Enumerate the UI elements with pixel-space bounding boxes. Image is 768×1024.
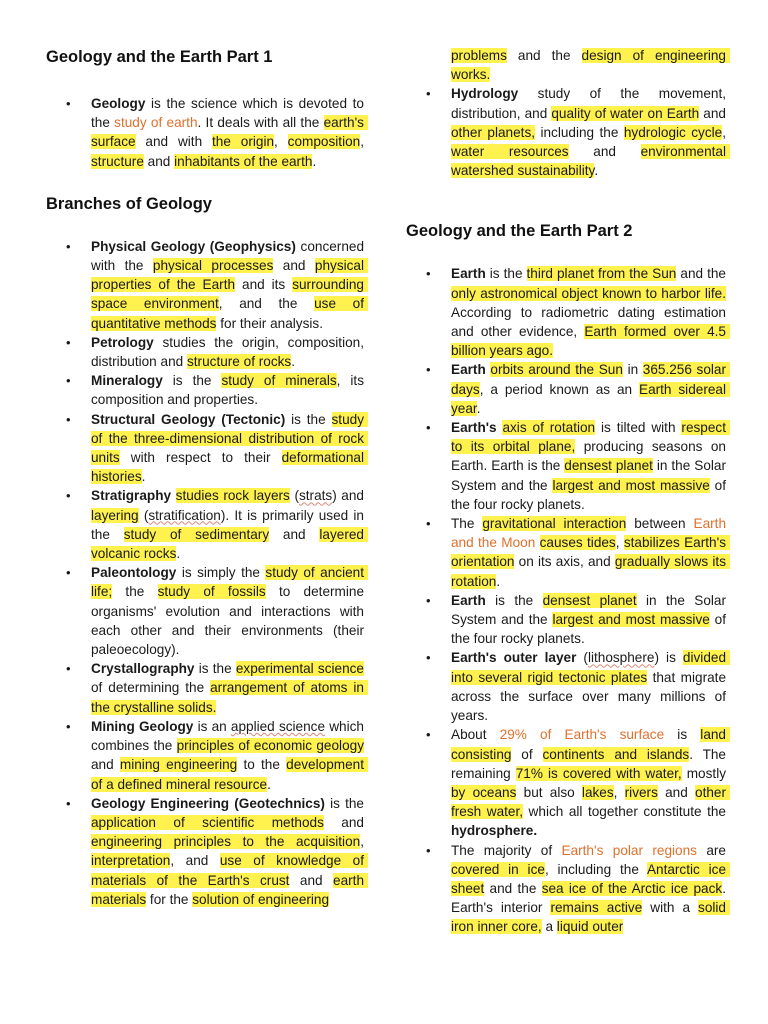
text-span: strats [298,488,333,504]
text-span: is the [485,266,527,282]
left-column [46,46,368,909]
highlighted-text: experimental science [235,661,364,677]
text-span: on its axis, and [514,554,615,570]
highlighted-text: Earth formed over 4.5 billion years ago. [451,324,730,359]
highlighted-text: study of fossils [157,584,266,600]
text-span: , and the [218,296,315,312]
text-span: but also [516,784,582,800]
highlighted-text: study of ancient life; [91,565,368,600]
text-span: ) and [332,488,368,504]
text-span: to determine organisms' evolution and interactions with each other and their environments (their paleoecology). [91,584,368,658]
highlighted-text: largest and most massive [552,477,710,493]
text-span: in the Solar System and the [451,458,730,493]
text-span: applied science [230,718,326,734]
text-span: in the Solar System and the [451,592,730,628]
text-span: study of the movement, distribution, and [451,86,730,121]
text-span: mostly [681,765,730,781]
text-span: to the [237,757,287,773]
text-span: is the [485,592,543,608]
text-span: is the [324,795,368,811]
list-item [46,486,368,563]
bold-term: Structural Geology (Tectonic) [91,411,286,427]
text-span: and [323,814,368,830]
highlighted-text: quality of water on Earth [551,105,700,121]
text-span: . [267,776,271,792]
intro-list [46,94,368,171]
highlighted-text: covered in ice [451,861,545,877]
text-span: and the [506,48,582,63]
right-column [406,46,730,937]
highlighted-text: inhabitants of the earth [174,153,313,169]
highlighted-text: densest planet [542,592,637,608]
text-span: . The remaining [451,746,730,781]
text-span: ( [289,488,299,504]
highlighted-text: gravitational interaction [482,516,627,532]
text-span: a [541,919,557,935]
highlighted-text: sea ice of the Arctic ice pack [541,880,723,896]
text-span: and [269,526,320,542]
highlighted-text: studies rock layers [175,488,290,504]
highlighted-text: mining engineering [119,757,238,773]
highlighted-text: land consisting [451,727,730,762]
highlighted-text: 365.256 solar days [451,362,730,397]
text-span: , its composition and properties. [91,373,368,408]
highlighted-text: by oceans [451,784,517,800]
bold-term: Mineralogy [91,373,163,389]
highlighted-text: axis of rotation [502,420,596,436]
text-span: . [291,354,296,370]
text-span: and [289,872,334,888]
text-span: . It deals with all the [197,115,324,131]
text-span: . [476,400,481,416]
highlighted-text: interpretation [91,853,171,869]
highlighted-text: study of sedimentary [123,526,270,542]
list-item [46,333,368,371]
text-span: 29% of Earth's surface [499,727,665,743]
text-span: About [451,727,500,743]
section-title-part2: Geology and the Earth Part 2 [406,222,633,241]
branches-list [46,237,368,909]
text-span: . [312,153,317,169]
text-span: and [568,144,641,160]
text-span: including the [535,124,624,140]
earth-facts-list [406,264,730,936]
text-span: of [511,746,543,762]
bold-term: Mining Geology [91,718,194,734]
text-span: and [699,105,730,121]
highlighted-text: Antarctic ice sheet [451,861,730,896]
list-item [46,410,368,487]
highlighted-text: study of the three-dimensional distribution of rock units [91,411,368,466]
text-span: for the [146,891,193,907]
text-span: , [360,134,368,150]
highlighted-text: application of scientific methods [91,814,324,830]
highlighted-text: 71% is covered with water, [515,765,682,781]
bold-term: Earth [451,266,486,282]
text-span: , [615,535,624,551]
bold-term: Petrology [91,334,154,350]
text-span: The [451,516,483,532]
text-span: . [594,163,599,179]
highlighted-text: rivers [624,784,658,800]
text-span: concerned with the [91,238,368,274]
highlighted-text: third planet from the Sun [526,266,677,282]
highlighted-text: liquid outer [556,919,624,935]
bold-term: Physical Geology (Geophysics) [91,238,296,254]
text-span: for their analysis. [216,315,323,331]
highlighted-text: continents and islands [542,746,690,762]
text-span: is simply the [176,565,266,581]
text-span: , [274,134,288,150]
text-span: is the science which is devoted to the [91,96,368,131]
highlighted-text: Earth sidereal year [451,381,730,416]
highlighted-text: respect to its orbital plane, [451,420,730,455]
list-item [406,418,730,514]
text-span: with a [642,900,699,916]
text-span: is the [285,411,332,427]
text-span: Earth and the Moon [451,516,730,551]
text-span: with respect to their [119,450,282,466]
list-item [406,514,730,591]
text-span: and the [676,266,730,282]
highlighted-text: use of knowledge of materials of the Earth's crust [91,853,368,888]
highlighted-text: earth's surface [91,115,368,150]
bold-term: Earth [451,592,486,608]
text-span: in [622,362,643,378]
bold-term: Geology [91,96,146,111]
highlighted-text: structure of rocks [186,354,292,370]
bold-term: Earth [451,362,486,378]
text-span: of the four rocky planets. [451,477,730,512]
list-item [406,841,730,937]
text-span: that migrate across the surface over many millions of years. [451,669,730,724]
text-span: is an [193,718,231,734]
highlighted-text: only astronomical object known to harbor life. [451,285,726,301]
bold-term: hydrosphere. [451,823,538,839]
text-span: ( [576,650,588,666]
list-item [406,648,730,725]
text-span: . [496,573,501,589]
text-span: , [360,834,368,850]
list-item-continuation [406,46,730,84]
branches-continued-list [406,46,730,180]
highlighted-text: solid iron inner core, [451,900,730,935]
highlighted-text: physical processes [152,258,274,274]
text-span: The majority of [451,842,562,858]
text-span: , [722,124,730,140]
highlighted-text: densest planet [564,458,653,474]
highlighted-text: layered volcanic rocks [91,526,368,562]
text-span: ) is [654,650,683,666]
text-span: study of earth [114,115,198,131]
highlighted-text: arrangement of atoms in the crystalline solids. [91,680,368,715]
list-item [46,563,368,659]
list-item [406,591,730,649]
highlighted-text: other fresh water, [451,784,730,820]
text-span: , and [170,853,220,869]
highlighted-text: structure [91,153,144,169]
text-span: and [273,258,315,274]
list-item [46,794,368,909]
bold-term: Stratigraphy [91,488,172,504]
text-span: and [657,784,696,800]
highlighted-text: surrounding space environment [91,277,368,312]
highlighted-text: divided into several rigid tectonic plates [451,650,730,685]
highlighted-text: study of minerals [221,373,337,389]
list-item [406,84,730,180]
text-span: is [664,727,701,743]
highlighted-text: the origin [212,134,275,150]
bold-term: Earth's outer layer [451,650,577,666]
text-span: is tilted with [595,420,682,436]
text-span [535,535,539,550]
highlighted-text: layering [91,507,139,523]
highlighted-text: lakes [581,784,614,800]
bold-term: Earth's [451,420,497,436]
text-span: . [141,469,146,485]
text-span: According to radiometric dating estimation and other evidence, [451,285,730,340]
text-span: the [112,584,158,600]
text-span: between [626,516,694,532]
text-span: ( [138,507,149,523]
highlighted-text: earth materials [91,872,368,907]
highlighted-text: development of a defined mineral resource [91,757,368,792]
text-span: . Earth's interior [451,880,730,916]
bold-term: Geology Engineering (Geotechnics) [91,795,325,811]
highlighted-text: stabilizes Earth's orientation [451,535,730,570]
list-item [46,717,368,794]
text-span: stratification [148,507,221,523]
text-span: Earth's polar regions [561,842,697,858]
highlighted-text: orbits around the Sun [490,362,623,378]
text-span: studies the origin, composition, distribution and [91,334,368,370]
highlighted-text: remains active [550,900,643,916]
list-item [406,264,730,360]
highlighted-text: hydrologic cycle [623,124,723,140]
list-item [46,371,368,409]
section-title-part1: Geology and the Earth Part 1 [46,48,273,66]
highlighted-text: water resources [451,144,569,160]
highlighted-text: other planets, [451,124,536,140]
text-span: ). It is primarily used in the [91,507,368,542]
text-span: are [696,842,730,858]
list-item [406,725,730,840]
bold-term: Crystallography [91,661,195,677]
highlighted-text: design of engineering works. [451,48,730,83]
list-item [46,659,368,717]
list-item [46,94,368,171]
text-span: which all together constitute the [523,804,730,820]
highlighted-text: deformational histories [91,450,368,485]
bold-term: Hydrology [451,86,519,102]
text-span: producing seasons on Earth. Earth is the [451,439,730,474]
text-span: , a period known as an [479,381,639,397]
highlighted-text: composition [287,134,361,150]
text-span: and [143,153,175,169]
highlighted-text: causes tides [539,535,616,551]
highlighted-text: principles of economic geology [176,738,364,754]
text-span: and [91,738,368,773]
text-span: is the [162,373,222,389]
text-span: , [613,784,625,800]
highlighted-text: environmental watershed sustainability [451,144,730,179]
list-item [406,360,730,418]
list-item [46,237,368,333]
section-title-branches: Branches of Geology [46,194,212,213]
text-span: and its [235,277,293,293]
highlighted-text: largest and most massive [552,612,710,628]
bold-term: Paleontology [91,565,177,581]
text-span: and with [135,134,213,150]
highlighted-text: engineering principles to the acquisition [91,834,361,850]
highlighted-text: solution of engineering [192,891,330,907]
text-span: of the four rocky planets. [451,612,730,647]
highlighted-text: gradually slows its rotation [451,554,730,589]
text-span: and the [484,880,542,896]
text-span: lithosphere [587,650,655,666]
text-span: of determining the [91,661,368,696]
text-span [171,488,176,503]
highlighted-text: problems [451,48,507,63]
highlighted-text: physical properties of the Earth [91,258,368,293]
text-span: . [176,546,181,562]
text-span: , including the [544,861,647,877]
text-span: is the [194,661,236,677]
highlighted-text: use of quantitative methods [91,296,368,331]
text-span: which combines the [91,718,368,754]
